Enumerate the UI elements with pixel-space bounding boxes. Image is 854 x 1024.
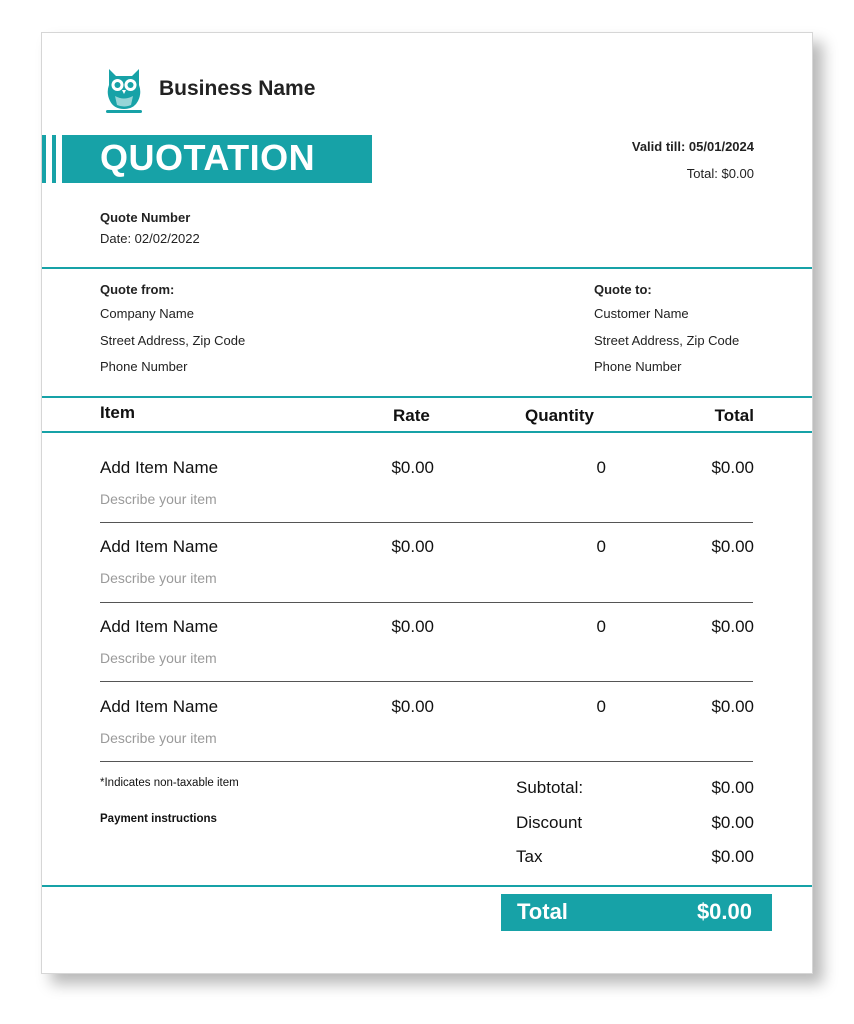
col-header-item: Item [100,403,135,422]
item-rate: $0.00 [391,697,434,716]
item-quantity: 0 [596,458,606,477]
quote-date: Date: 02/02/2022 [100,231,200,246]
subtotal-label: Subtotal: [516,778,584,797]
item-total: $0.00 [711,458,754,477]
item-description: Describe your item [100,730,217,746]
item-name: Add Item Name [100,458,219,477]
to-customer: Customer Name [594,306,689,321]
item-total: $0.00 [711,617,754,636]
col-header-quantity: Quantity [525,406,594,425]
divider [42,396,812,398]
grand-total-label: Total [517,899,568,924]
item-quantity: 0 [596,697,606,716]
tax-label: Tax [516,847,543,866]
item-description: Describe your item [100,491,217,507]
item-rate: $0.00 [391,617,434,636]
document-title: QUOTATION [100,137,316,178]
item-name: Add Item Name [100,617,219,636]
from-phone: Phone Number [100,359,188,374]
item-name: Add Item Name [100,537,219,556]
title-stripe [52,135,56,183]
payment-instructions: Payment instructions [100,813,217,825]
to-address: Street Address, Zip Code [594,333,740,348]
discount-label: Discount [516,813,583,832]
subtotal-value: $0.00 [711,778,754,797]
item-name: Add Item Name [100,697,219,716]
from-company: Company Name [100,306,194,321]
divider [42,885,812,887]
divider [42,431,812,433]
row-divider [100,522,753,523]
item-quantity: 0 [596,617,606,636]
item-description: Describe your item [100,570,217,586]
to-phone: Phone Number [594,359,682,374]
valid-till: Valid till: 05/01/2024 [631,139,754,154]
header-total: Total: $0.00 [686,166,754,181]
quotation-document [41,32,813,974]
col-header-total: Total [714,406,754,425]
item-description: Describe your item [100,650,217,666]
quote-from-heading: Quote from: [100,282,175,297]
col-header-rate: Rate [393,406,430,425]
item-rate: $0.00 [391,458,434,477]
discount-value: $0.00 [711,813,754,832]
item-total: $0.00 [711,537,754,556]
owl-icon [104,65,144,115]
item-total: $0.00 [711,697,754,716]
item-rate: $0.00 [391,537,434,556]
quote-number-label: Quote Number [100,210,191,225]
row-divider [100,602,753,603]
row-divider [100,681,753,682]
business-name: Business Name [159,77,316,100]
tax-value: $0.00 [711,847,754,866]
row-divider [100,761,753,762]
non-taxable-note: *Indicates non-taxable item [100,777,239,789]
divider [42,267,812,269]
from-address: Street Address, Zip Code [100,333,246,348]
item-quantity: 0 [596,537,606,556]
quote-to-heading: Quote to: [594,282,652,297]
grand-total-value: $0.00 [696,899,752,924]
title-stripe [42,135,46,183]
